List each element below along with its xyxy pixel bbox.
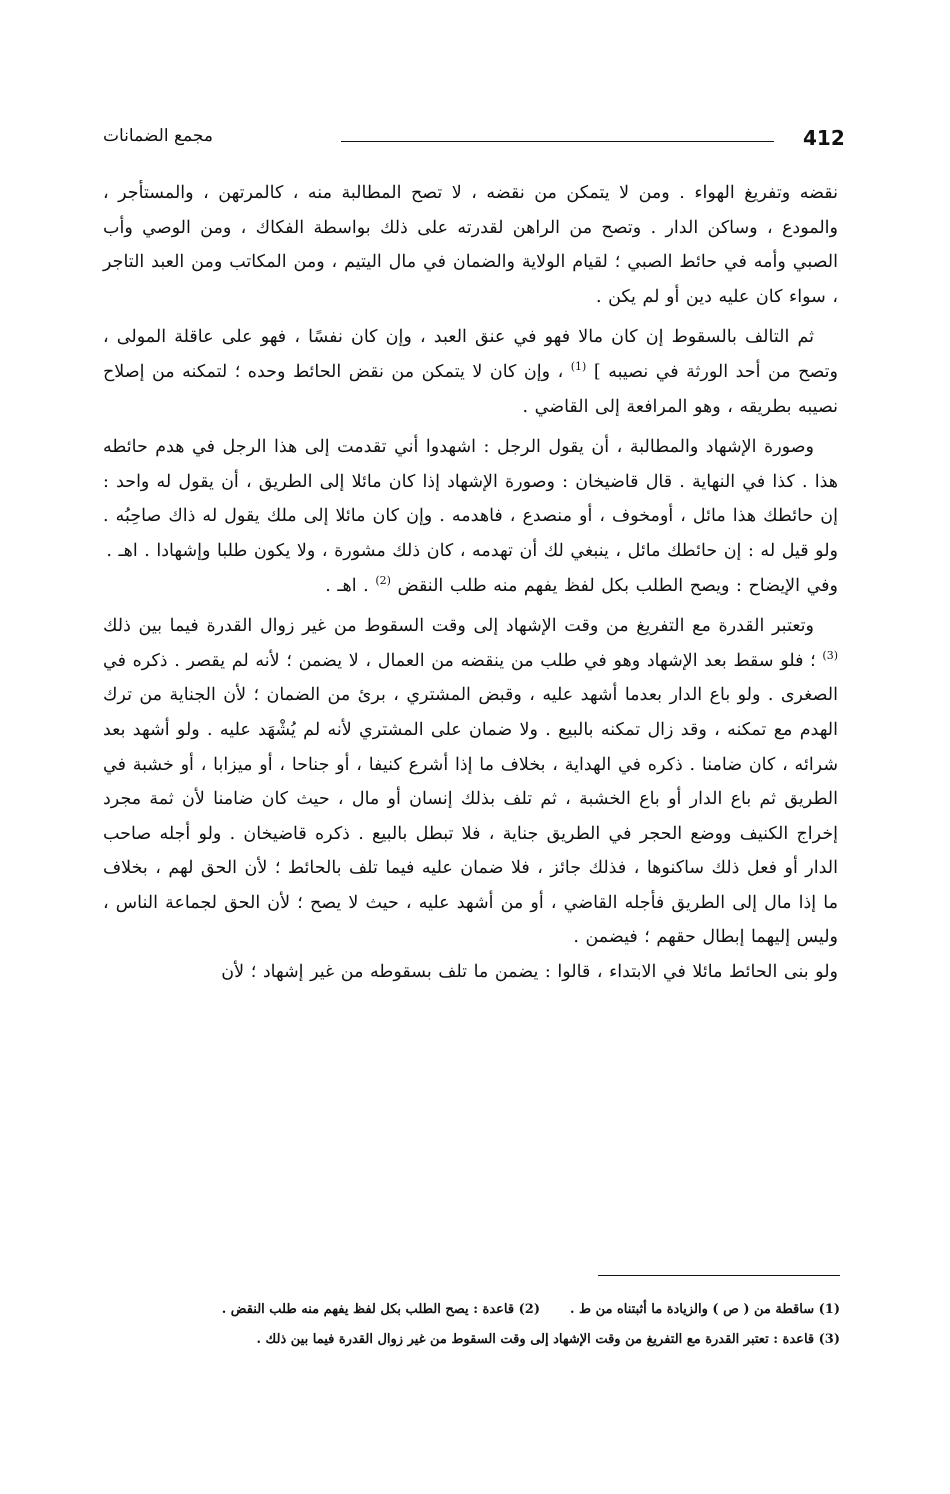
paragraph: وصورة الإشهاد والمطالبة ، أن يقول الرجل : اشهدوا أني تقدمت إلى هذا الرجل في هدم حائطه هذا . كذا في النهاية . قال قاضيخان : وصورة الإشهاد إذا كان مائلا إلى الطريق ، أن يقول له واحد : إن حائطك هذا مائل ، أومخوف ، أو منصدع ، فاهدمه . وإن كان مائلا إلى ملك يقول له ذاك صاحِبُه . ولو قيل له : إن حائطك مائل ، ينبغي لك أن تهدمه ، كان ذلك مشورة ، ولا يكون طلبا وإشهادا . اهـ . bbox=[103, 437, 838, 561]
footnote-ref-3: (3) bbox=[822, 648, 838, 662]
running-header bbox=[103, 120, 845, 160]
book-title: مجمع الضمانات bbox=[103, 126, 213, 146]
paragraph: ثم التالف بالسقوط إن كان مالا فهو في عنق العبد ، وإن كان نفسًا ، فهو على عاقلة المولى ، وتصح من أحد الورثة في نصيبه ] $^{(1)}$ ، وإن كان لا يتمكن من نقض الحائط وحده ؛ لتمكنه من إصلاح نصيبه بطريقه ، وهو المرافعة إلى القاضي . bbox=[103, 327, 838, 417]
footnote-ref-2: (2) bbox=[375, 573, 391, 587]
paragraph: نقضه وتفريغ الهواء . ومن لا يتمكن من نقضه ، لا تصح المطالبة منه ، كالمرتهن ، والمستأجر ، والمودع ، وساكن الدار . وتصح من الراهن لقدرته على ذلك بواسطة الفكاك ، ومن الوصي وأب الصبي وأمه في حائط الصبي ؛ لقيام الولاية والضمان في مال اليتيم ، ومن المكاتب ومن العبد التاجر ، سواء كان عليه دين أو لم يكن . bbox=[103, 183, 838, 307]
header-rule bbox=[341, 141, 774, 142]
footnote-2: (2) قاعدة : يصح الطلب بكل لفظ يفهم منه طلب النقض . bbox=[221, 1302, 540, 1317]
body-text bbox=[103, 176, 838, 996]
footnotes bbox=[103, 1295, 840, 1355]
footnote-line bbox=[103, 1325, 840, 1355]
footnote-1: (1) ساقطة من ( ص ) والزيادة ما أثبتناه من ط . bbox=[569, 1302, 840, 1317]
paragraph: وفي الإيضاح : ويصح الطلب بكل لفظ يفهم منه طلب النقض $^{(2)}$ . اهـ . bbox=[325, 573, 838, 596]
footnote-separator bbox=[598, 1275, 840, 1276]
paragraph: ولو بنى الحائط مائلا في الابتداء ، قالوا : يضمن ما تلف بسقوطه من غير إشهاد ؛ لأن bbox=[221, 962, 838, 983]
footnote-line bbox=[103, 1295, 840, 1325]
paragraph: وتعتبر القدرة مع التفريغ من وقت الإشهاد إلى وقت السقوط من غير زوال القدرة فيما بين ذلك $^{(3)}$ ؛ فلو سقط بعد الإشهاد وهو في طلب من ينقضه من العمال ، لا يضمن ؛ لأنه لم يقصر . ذكره في الصغرى . ولو باع الدار بعدما أشهد عليه ، وقبض المشتري ، برئ من الضمان ؛ لأن الجناية من ترك الهدم مع تمكنه ، وقد زال تمكنه بالبيع . ولا ضمان على المشتري لأنه لم يُشْهَد عليه . ولو أشهد بعد شرائه ، كان ضامنا . ذكره في الهداية ، بخلاف ما إذا أشرع كنيفا ، أو جناحا ، أو ميزابا ، أو خشبة في الطريق ثم باع الدار أو باع الخشبة ، ثم تلف بذلك إنسان أو مال ، حيث كان ضامنا لأن ثمة مجرد إخراج الكنيف ووضع الحجر في الطريق جناية ، فلا تبطل بالبيع . ذكره قاضيخان . ولو أجله صاحب الدار أو فعل ذلك ساكنوها ، فذلك جائز ، فلا ضمان عليه فيما تلف بالحائط ؛ لأن الحق لهم ، بخلاف ما إذا مال إلى الطريق فأجله القاضي ، أو من أشهد عليه ، حيث لا يصح ؛ لأن الحق لجماعة الناس ، وليس إليهما إبطال حقهم ؛ فيضمن . bbox=[103, 616, 838, 948]
footnote-3: (3) قاعدة : تعتبر القدرة مع التفريغ من وقت الإشهاد إلى وقت السقوط من غير زوال القدرة فيما بين ذلك . bbox=[256, 1332, 840, 1347]
footnote-ref-1: (1) bbox=[570, 360, 587, 374]
page-number: 412 bbox=[803, 126, 845, 150]
